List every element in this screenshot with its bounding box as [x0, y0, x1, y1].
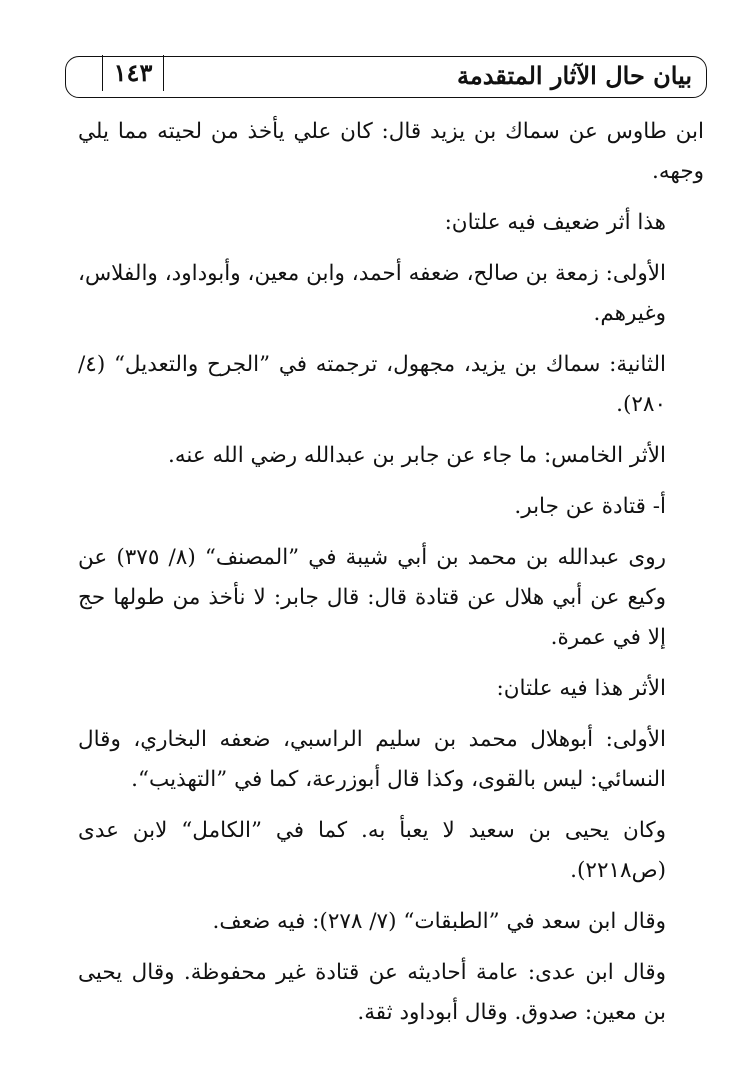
paragraph-2: هذا أثر ضعيف فيه علتان:: [444, 210, 666, 235]
page-header: [65, 56, 707, 98]
paragraph-10: وكان يحيى بن سعيد لا يعبأ به. كما في ”الكامل“ لابن عدى (ص٢٢١٨).: [78, 818, 666, 883]
paragraph-9: الأولى: أبوهلال محمد بن سليم الراسبي، ضعفه البخاري، وقال النسائي: ليس بالقوى، وكذا قال أبوزرعة، كما في ”التهذيب“.: [78, 727, 666, 792]
paragraph-4: الثانية: سماك بن يزيد، مجهول، ترجمته في ”الجرح والتعديل“ (٤/ ٢٨٠).: [78, 352, 666, 417]
paragraph-3: الأولى: زمعة بن صالح، ضعفه أحمد، وابن معين، وأبوداود، والفلاس، وغيرهم.: [78, 261, 666, 326]
page-number-box: [102, 55, 164, 91]
paragraph-7: روى عبدالله بن محمد بن أبي شيبة في ”المصنف“ (٨/ ٣٧٥) عن وكيع عن أبي هلال عن قتادة قال: قال جابر: لا نأخذ من طولها حج إلا في عمرة.: [78, 545, 667, 650]
paragraph-1: ابن طاوس عن سماك بن يزيد قال: كان علي يأخذ من لحيته مما يلي وجهه.: [78, 119, 704, 184]
paragraph-5: الأثر الخامس: ما جاء عن جابر بن عبدالله رضي الله عنه.: [168, 443, 666, 468]
paragraph-11: وقال ابن سعد في ”الطبقات“ (٧/ ٢٧٨): فيه ضعف.: [212, 909, 666, 934]
paragraph-12: وقال ابن عدى: عامة أحاديثه عن قتادة غير محفوظة. وقال يحيى بن معين: صدوق. وقال أبوداود ثقة.: [78, 960, 666, 1025]
paragraph-8: الأثر هذا فيه علتان:: [496, 676, 666, 701]
page-number: ١٤٣: [113, 58, 153, 87]
paragraph-6: أ- قتادة عن جابر.: [514, 494, 666, 519]
body-text: [78, 112, 704, 1044]
running-title: بيان حال الآثار المتقدمة: [456, 61, 692, 90]
